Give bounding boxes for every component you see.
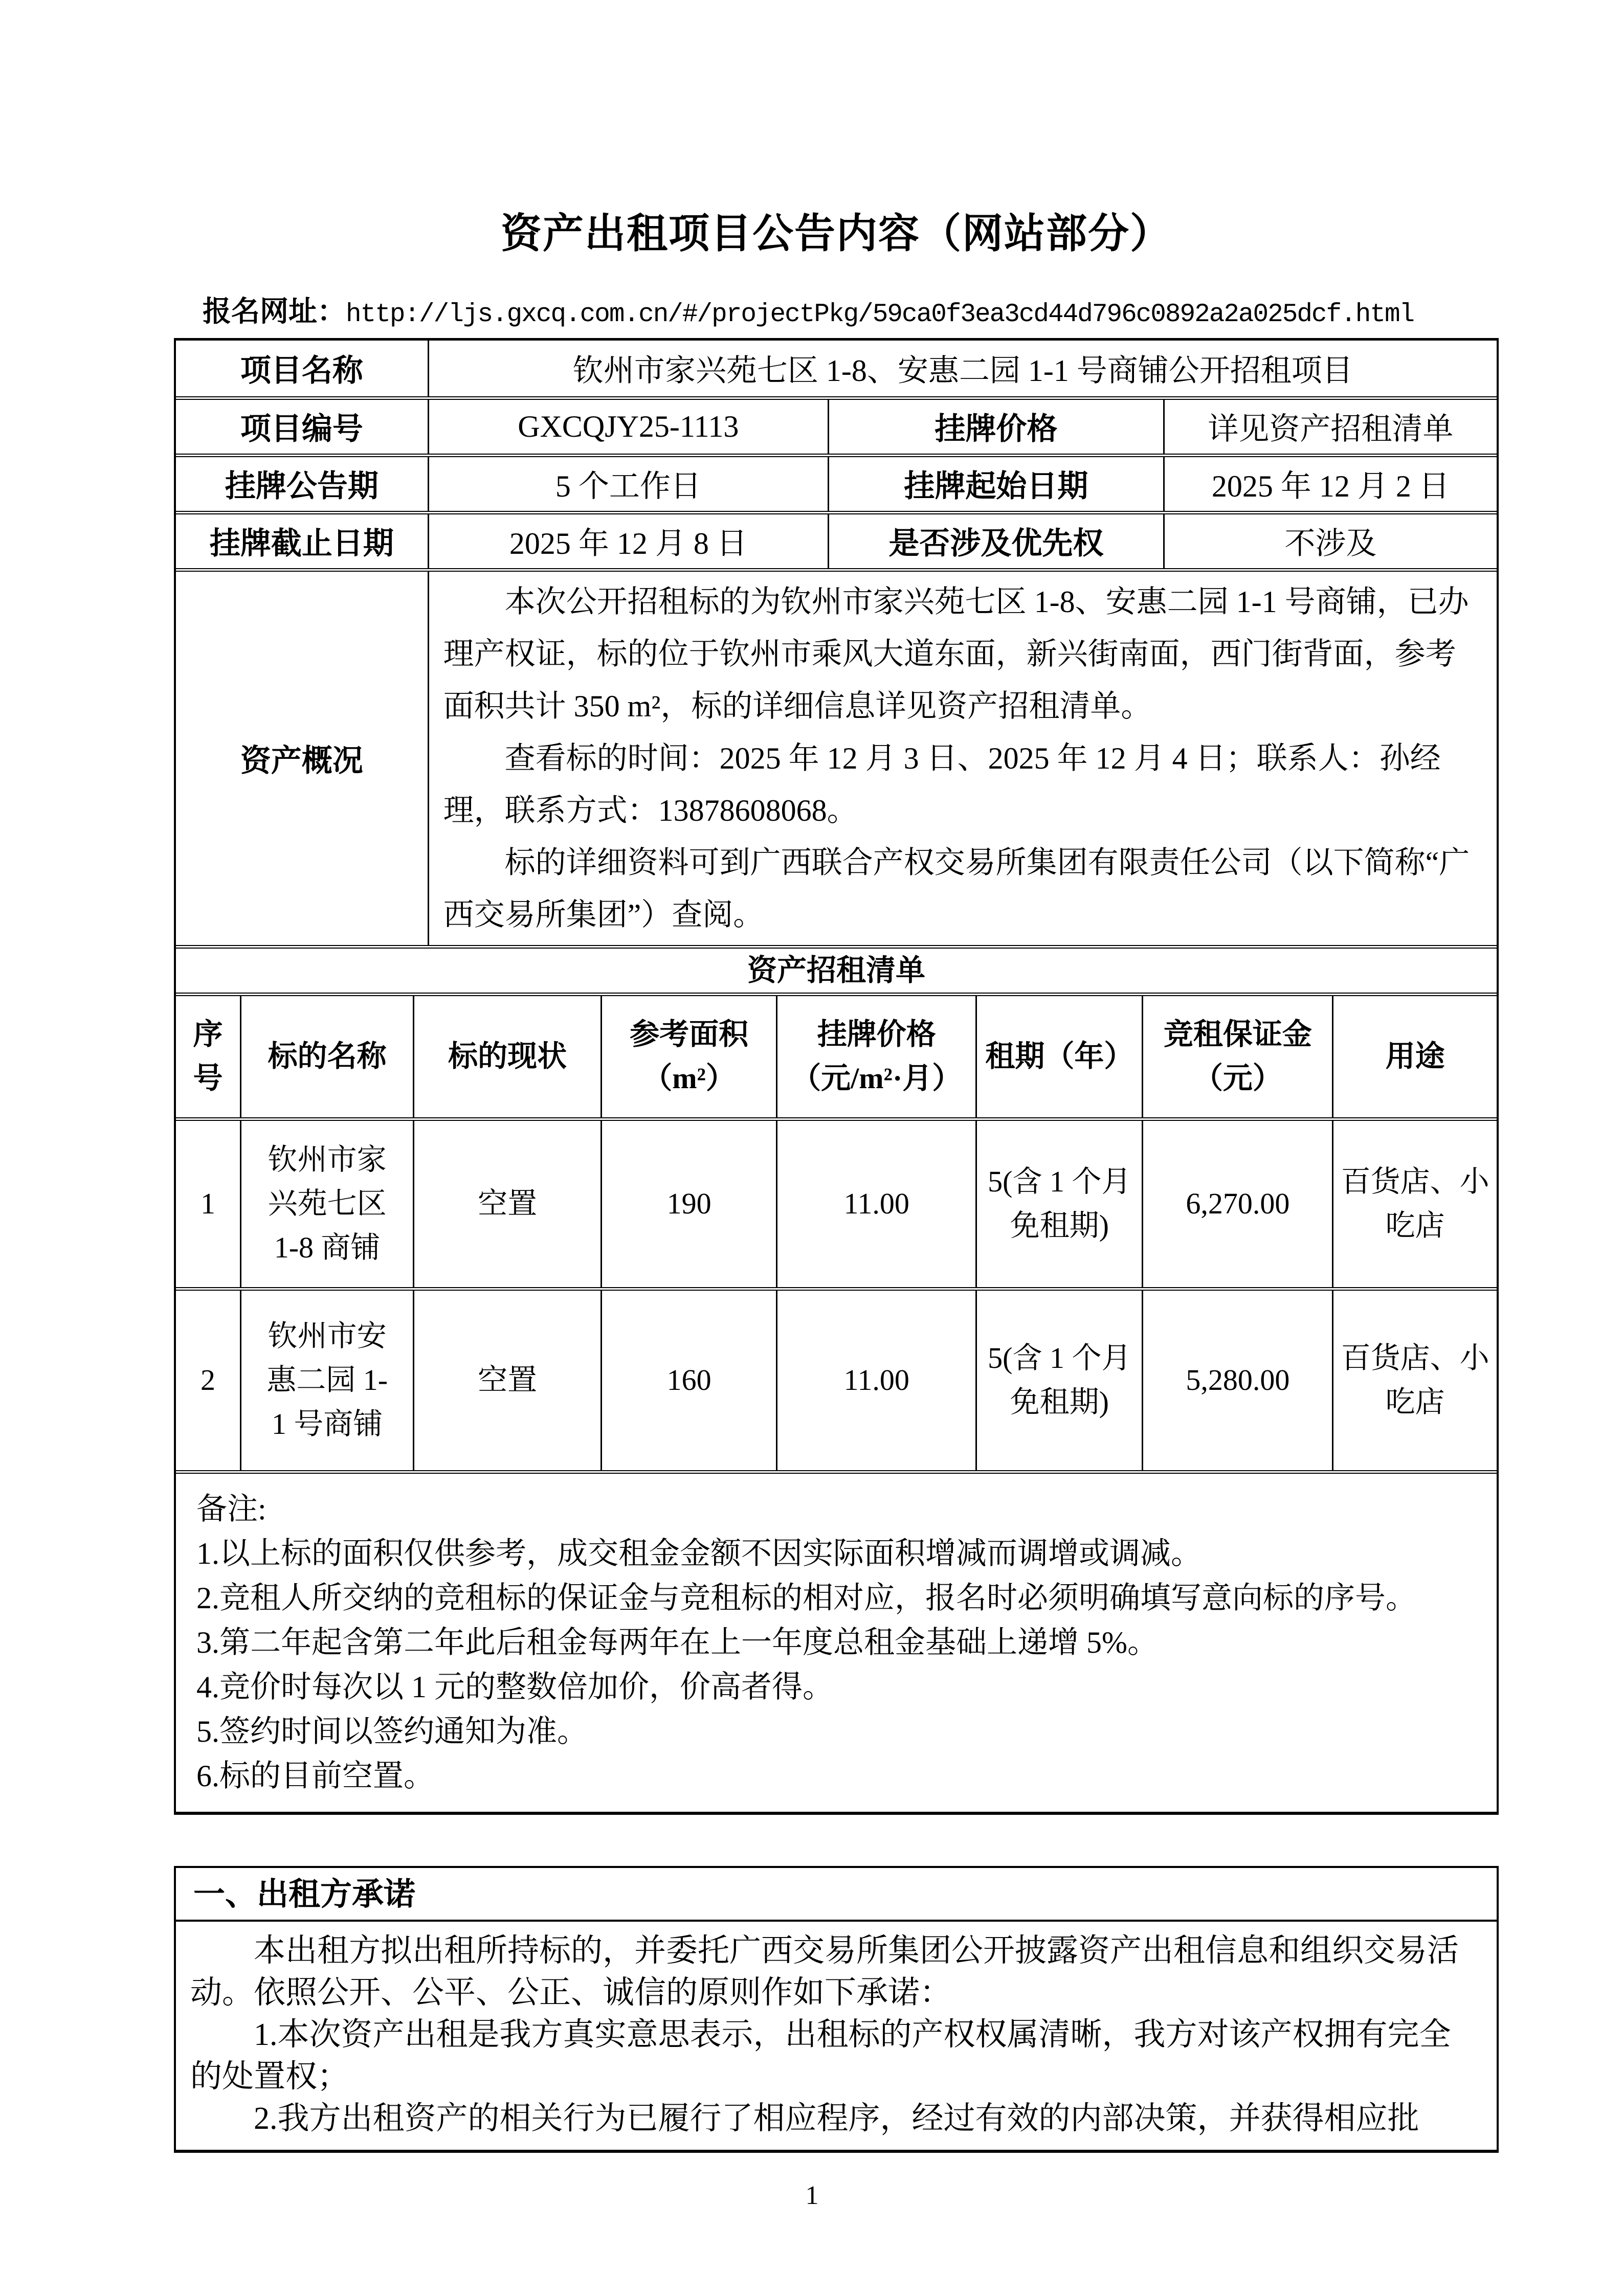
end-date-label: 挂牌截止日期 [176, 512, 428, 570]
cell-area: 190 [601, 1119, 776, 1289]
note-item: 2.竞租人所交纳的竞租标的保证金与竞租标的相对应，报名时必须明确填写意向标的序号。 [196, 1581, 1416, 1615]
signup-url-line [203, 289, 1499, 330]
cell-term: 5(含 1 个月免租期) [976, 1289, 1143, 1472]
cell-status: 空置 [414, 1119, 602, 1289]
col-header-seq: 序号 [176, 994, 241, 1119]
priority-label: 是否涉及优先权 [829, 512, 1164, 570]
start-date-label: 挂牌起始日期 [829, 455, 1164, 512]
table-row [176, 341, 1497, 398]
notice-period-label: 挂牌公告期 [176, 455, 428, 512]
priority-value: 不涉及 [1164, 512, 1497, 570]
cell-status: 空置 [414, 1289, 602, 1472]
cell-seq: 1 [176, 1119, 241, 1289]
cell-use: 百货店、小吃店 [1333, 1289, 1497, 1472]
page-number: 1 [805, 2180, 819, 2210]
col-header-deposit: 竞租保证金（元） [1143, 994, 1333, 1119]
notice-period-value: 5 个工作日 [428, 455, 828, 512]
notes-cell [176, 1472, 1497, 1812]
project-info-table [176, 341, 1497, 945]
notes-title: 备注: [196, 1492, 266, 1526]
start-date-value: 2025 年 12 月 2 日 [1164, 455, 1497, 512]
cell-area: 160 [601, 1289, 776, 1472]
col-header-area: 参考面积（m²） [601, 994, 776, 1119]
project-name-label: 项目名称 [240, 354, 363, 388]
listing-header-row [176, 994, 1497, 1119]
note-item: 5.签约时间以签约通知为准。 [196, 1714, 588, 1748]
cell-asset-name: 钦州市安惠二园 1-1 号商铺 [241, 1289, 414, 1472]
announcement-table [174, 338, 1499, 1815]
table-row [176, 455, 1497, 512]
cell-asset-name: 钦州市家兴苑七区 1-8 商铺 [241, 1119, 414, 1289]
note-item: 6.标的目前空置。 [196, 1759, 434, 1793]
cell-price: 11.00 [777, 1289, 976, 1472]
promise-body [176, 1922, 1497, 2150]
promise-paragraph: 2.我方出租资产的相关行为已履行了相应程序，经过有效的内部决策，并获得相应批 [254, 2101, 1419, 2136]
note-item: 4.竞价时每次以 1 元的整数倍加价，价高者得。 [196, 1670, 833, 1704]
note-item: 1.以上标的面积仅供参考，成交租金金额不因实际面积增减而调增或调减。 [196, 1536, 1202, 1570]
end-date-value: 2025 年 12 月 8 日 [428, 512, 828, 570]
cell-use: 百货店、小吃店 [1333, 1119, 1497, 1289]
asset-listing-table [176, 945, 1497, 1812]
listing-price-label: 挂牌价格 [829, 398, 1164, 455]
asset-overview-text [428, 570, 1497, 945]
cell-term: 5(含 1 个月免租期) [976, 1119, 1143, 1289]
col-header-price: 挂牌价格（元/m²·月） [777, 994, 976, 1119]
overview-paragraph: 查看标的时间：2025 年 12 月 3 日、2025 年 12 月 4 日；联系人：孙经理，联系方式：13878608068。 [443, 741, 1441, 827]
listing-price-value: 详见资产招租清单 [1164, 398, 1497, 455]
table-row [176, 512, 1497, 570]
lessor-promise-table [174, 1866, 1499, 2153]
listing-section-title: 资产招租清单 [747, 953, 925, 987]
page-title: 资产出租项目公告内容（网站部分） [501, 212, 1172, 257]
table-row [176, 1119, 1497, 1289]
cell-deposit: 6,270.00 [1143, 1119, 1333, 1289]
promise-paragraph: 1.本次资产出租是我方真实意思表示，出租标的产权权属清晰，我方对该产权拥有完全的处置权； [190, 2017, 1451, 2094]
cell-deposit: 5,280.00 [1143, 1289, 1333, 1472]
col-header-status: 标的现状 [414, 994, 602, 1119]
cell-price: 11.00 [777, 1119, 976, 1289]
project-name-value: 钦州市家兴苑七区 1-8、安惠二园 1-1 号商铺公开招租项目 [428, 341, 1497, 398]
overview-paragraph: 标的详细资料可到广西联合产权交易所集团有限责任公司（以下简称“广西交易所集团”）查阅。 [443, 845, 1470, 932]
note-item: 3.第二年起含第二年此后租金每两年在上一年度总租金基础上递增 5%。 [196, 1625, 1158, 1659]
overview-paragraph: 本次公开招租标的为钦州市家兴苑七区 1-8、安惠二园 1-1 号商铺，已办理产权证，标的位于钦州市乘风大道东面，新兴街南面，西门街背面，参考面积共计 350 m²，标的详细信息详见资产招租清单。 [443, 584, 1469, 723]
document-content [174, 0, 1499, 2153]
project-no-label: 项目编号 [176, 398, 428, 455]
signup-url: http://ljs.gxcq.com.cn/#/projectPkg/59ca0f3ea3cd44d796c0892a2a025dcf.html [346, 300, 1414, 329]
signup-url-label: 报名网址： [203, 296, 346, 328]
cell-seq: 2 [176, 1289, 241, 1472]
promise-section-title: 一、出租方承诺 [176, 1868, 1497, 1922]
table-row [176, 398, 1497, 455]
project-no-value: GXCQJY25-1113 [428, 398, 828, 455]
table-row [176, 570, 1497, 945]
col-header-term: 租期（年） [976, 994, 1143, 1119]
col-header-asset-name: 标的名称 [241, 994, 414, 1119]
table-row [176, 1289, 1497, 1472]
notes-row [176, 1472, 1497, 1812]
listing-section-header-row [176, 947, 1497, 994]
asset-overview-label: 资产概况 [176, 570, 428, 945]
col-header-use: 用途 [1333, 994, 1497, 1119]
promise-paragraph: 本出租方拟出租所持标的，并委托广西交易所集团公开披露资产出租信息和组织交易活动。依照公开、公平、公正、诚信的原则作如下承诺： [190, 1933, 1459, 2010]
